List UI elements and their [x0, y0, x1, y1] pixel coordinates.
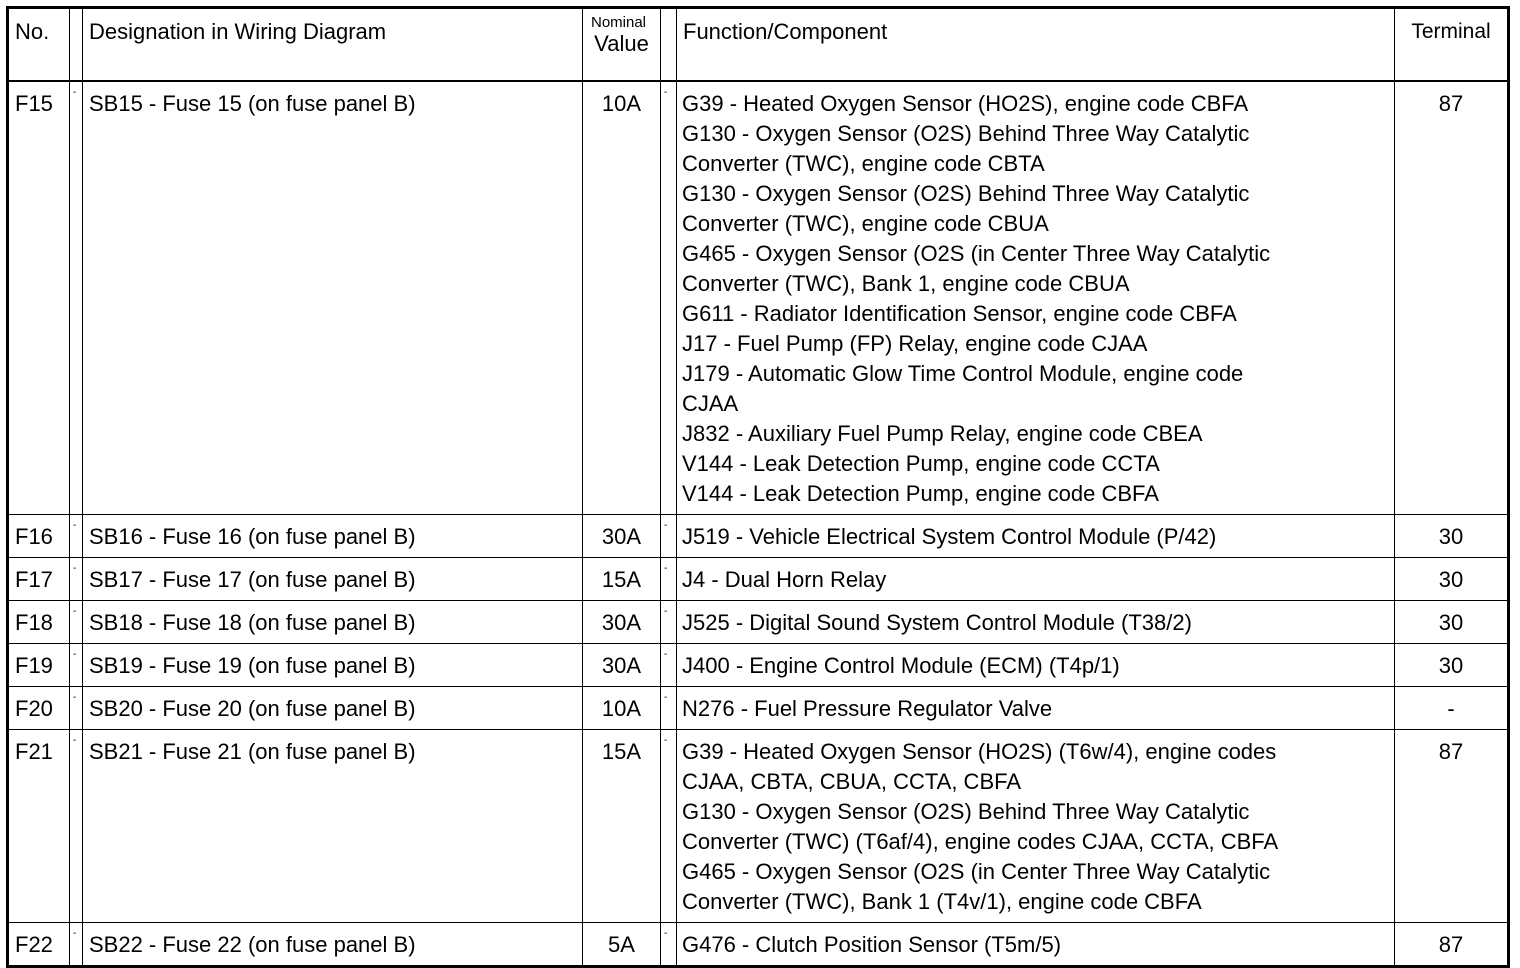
function-line: Converter (TWC), engine code CBUA	[682, 211, 1049, 236]
terminal-cell: 87	[1395, 81, 1509, 515]
spacer-cell	[70, 81, 83, 515]
fuse-number: F20	[8, 687, 70, 730]
terminal-cell: -	[1395, 687, 1509, 730]
terminal-cell: 30	[1395, 515, 1509, 558]
nominal-value-cell: 30A	[583, 515, 661, 558]
function-line: G130 - Oxygen Sensor (O2S) Behind Three Way Catalytic	[682, 121, 1250, 146]
function-line: J832 - Auxiliary Fuel Pump Relay, engine code CBEA	[682, 421, 1203, 446]
fuse-number: F19	[8, 644, 70, 687]
spacer-cell	[70, 923, 83, 967]
header-designation: Designation in Wiring Diagram	[83, 8, 583, 82]
designation-cell: SB20 - Fuse 20 (on fuse panel B)	[83, 687, 583, 730]
designation-cell: SB16 - Fuse 16 (on fuse panel B)	[83, 515, 583, 558]
fuse-number: F22	[8, 923, 70, 967]
header-function: Function/Component	[677, 8, 1395, 82]
header-nominal-value	[583, 8, 661, 82]
header-nominal-bottom: Value	[594, 31, 649, 56]
tick-mark: -	[73, 563, 77, 574]
spacer-cell	[661, 81, 677, 515]
function-line: Converter (TWC), engine code CBTA	[682, 151, 1045, 176]
function-line: J4 - Dual Horn Relay	[682, 567, 887, 592]
table-row	[8, 644, 1509, 687]
header-gap	[661, 8, 677, 82]
spacer-cell	[661, 923, 677, 967]
tick-mark: -	[664, 928, 668, 939]
function-line: V144 - Leak Detection Pump, engine code CCTA	[682, 451, 1160, 476]
spacer-cell	[70, 558, 83, 601]
function-line: G39 - Heated Oxygen Sensor (HO2S), engine code CBFA	[682, 91, 1249, 116]
spacer-cell	[70, 687, 83, 730]
header-gap	[70, 8, 83, 82]
function-line: Converter (TWC), Bank 1, engine code CBUA	[682, 271, 1130, 296]
function-cell	[677, 515, 1395, 558]
fuse-number: F18	[8, 601, 70, 644]
function-line: G130 - Oxygen Sensor (O2S) Behind Three Way Catalytic	[682, 181, 1250, 206]
tick-mark: -	[73, 87, 77, 98]
function-cell	[677, 923, 1395, 967]
function-line: G465 - Oxygen Sensor (O2S (in Center Three Way Catalytic	[682, 859, 1271, 884]
table-body	[8, 81, 1509, 967]
function-line: G39 - Heated Oxygen Sensor (HO2S) (T6w/4), engine codes	[682, 739, 1277, 764]
function-line: J525 - Digital Sound System Control Module (T38/2)	[682, 610, 1192, 635]
tick-mark: -	[73, 606, 77, 617]
designation-cell: SB18 - Fuse 18 (on fuse panel B)	[83, 601, 583, 644]
function-line: Converter (TWC) (T6af/4), engine codes CJAA, CCTA, CBFA	[682, 829, 1279, 854]
spacer-cell	[661, 601, 677, 644]
nominal-value-cell: 30A	[583, 644, 661, 687]
function-cell	[677, 601, 1395, 644]
function-line: J17 - Fuel Pump (FP) Relay, engine code CJAA	[682, 331, 1148, 356]
function-line: G476 - Clutch Position Sensor (T5m/5)	[682, 932, 1062, 957]
nominal-value-cell: 15A	[583, 558, 661, 601]
designation-cell: SB22 - Fuse 22 (on fuse panel B)	[83, 923, 583, 967]
header-nominal-top: Nominal	[590, 14, 647, 31]
spacer-cell	[70, 644, 83, 687]
tick-mark: -	[664, 692, 668, 703]
fuse-number: F21	[8, 730, 70, 923]
tick-mark: -	[664, 649, 668, 660]
designation-cell: SB17 - Fuse 17 (on fuse panel B)	[83, 558, 583, 601]
tick-mark: -	[664, 520, 668, 531]
table-row	[8, 730, 1509, 923]
terminal-cell: 87	[1395, 923, 1509, 967]
function-cell	[677, 644, 1395, 687]
function-cell	[677, 81, 1395, 515]
nominal-value-cell: 10A	[583, 687, 661, 730]
header-no: No.	[8, 8, 70, 82]
spacer-cell	[661, 687, 677, 730]
spacer-cell	[661, 730, 677, 923]
header-row	[8, 8, 1509, 82]
nominal-value-cell: 10A	[583, 81, 661, 515]
designation-cell: SB19 - Fuse 19 (on fuse panel B)	[83, 644, 583, 687]
tick-mark: -	[73, 928, 77, 939]
table-row	[8, 558, 1509, 601]
fuse-number: F17	[8, 558, 70, 601]
spacer-cell	[70, 730, 83, 923]
function-line: G130 - Oxygen Sensor (O2S) Behind Three Way Catalytic	[682, 799, 1250, 824]
terminal-cell: 30	[1395, 644, 1509, 687]
table-row	[8, 515, 1509, 558]
designation-cell: SB21 - Fuse 21 (on fuse panel B)	[83, 730, 583, 923]
spacer-cell	[70, 515, 83, 558]
tick-mark: -	[73, 520, 77, 531]
function-cell	[677, 558, 1395, 601]
function-line: CJAA	[682, 391, 739, 416]
table-row	[8, 923, 1509, 967]
function-cell	[677, 687, 1395, 730]
nominal-value-cell: 5A	[583, 923, 661, 967]
function-line: CJAA, CBTA, CBUA, CCTA, CBFA	[682, 769, 1022, 794]
function-line: G465 - Oxygen Sensor (O2S (in Center Three Way Catalytic	[682, 241, 1271, 266]
tick-mark: -	[664, 606, 668, 617]
terminal-cell: 30	[1395, 558, 1509, 601]
table-row	[8, 601, 1509, 644]
fuse-table	[6, 6, 1510, 968]
function-line: Converter (TWC), Bank 1 (T4v/1), engine code CBFA	[682, 889, 1202, 914]
spacer-cell	[661, 558, 677, 601]
header-terminal: Terminal	[1395, 8, 1509, 82]
tick-mark: -	[73, 649, 77, 660]
fuse-number: F16	[8, 515, 70, 558]
tick-mark: -	[664, 87, 668, 98]
function-line: J519 - Vehicle Electrical System Control Module (P/42)	[682, 524, 1217, 549]
function-line: N276 - Fuel Pressure Regulator Valve	[682, 696, 1053, 721]
terminal-cell: 30	[1395, 601, 1509, 644]
tick-mark: -	[664, 735, 668, 746]
tick-mark: -	[73, 735, 77, 746]
function-line: G611 - Radiator Identification Sensor, engine code CBFA	[682, 301, 1237, 326]
spacer-cell	[70, 601, 83, 644]
fuse-number: F15	[8, 81, 70, 515]
function-cell	[677, 730, 1395, 923]
designation-cell: SB15 - Fuse 15 (on fuse panel B)	[83, 81, 583, 515]
function-line: V144 - Leak Detection Pump, engine code CBFA	[682, 481, 1159, 506]
tick-mark: -	[664, 563, 668, 574]
function-line: J400 - Engine Control Module (ECM) (T4p/1)	[682, 653, 1120, 678]
tick-mark: -	[73, 692, 77, 703]
nominal-value-cell: 30A	[583, 601, 661, 644]
function-line: J179 - Automatic Glow Time Control Module, engine code	[682, 361, 1244, 386]
spacer-cell	[661, 644, 677, 687]
nominal-value-cell: 15A	[583, 730, 661, 923]
table-row	[8, 687, 1509, 730]
spacer-cell	[661, 515, 677, 558]
table-row	[8, 81, 1509, 515]
terminal-cell: 87	[1395, 730, 1509, 923]
